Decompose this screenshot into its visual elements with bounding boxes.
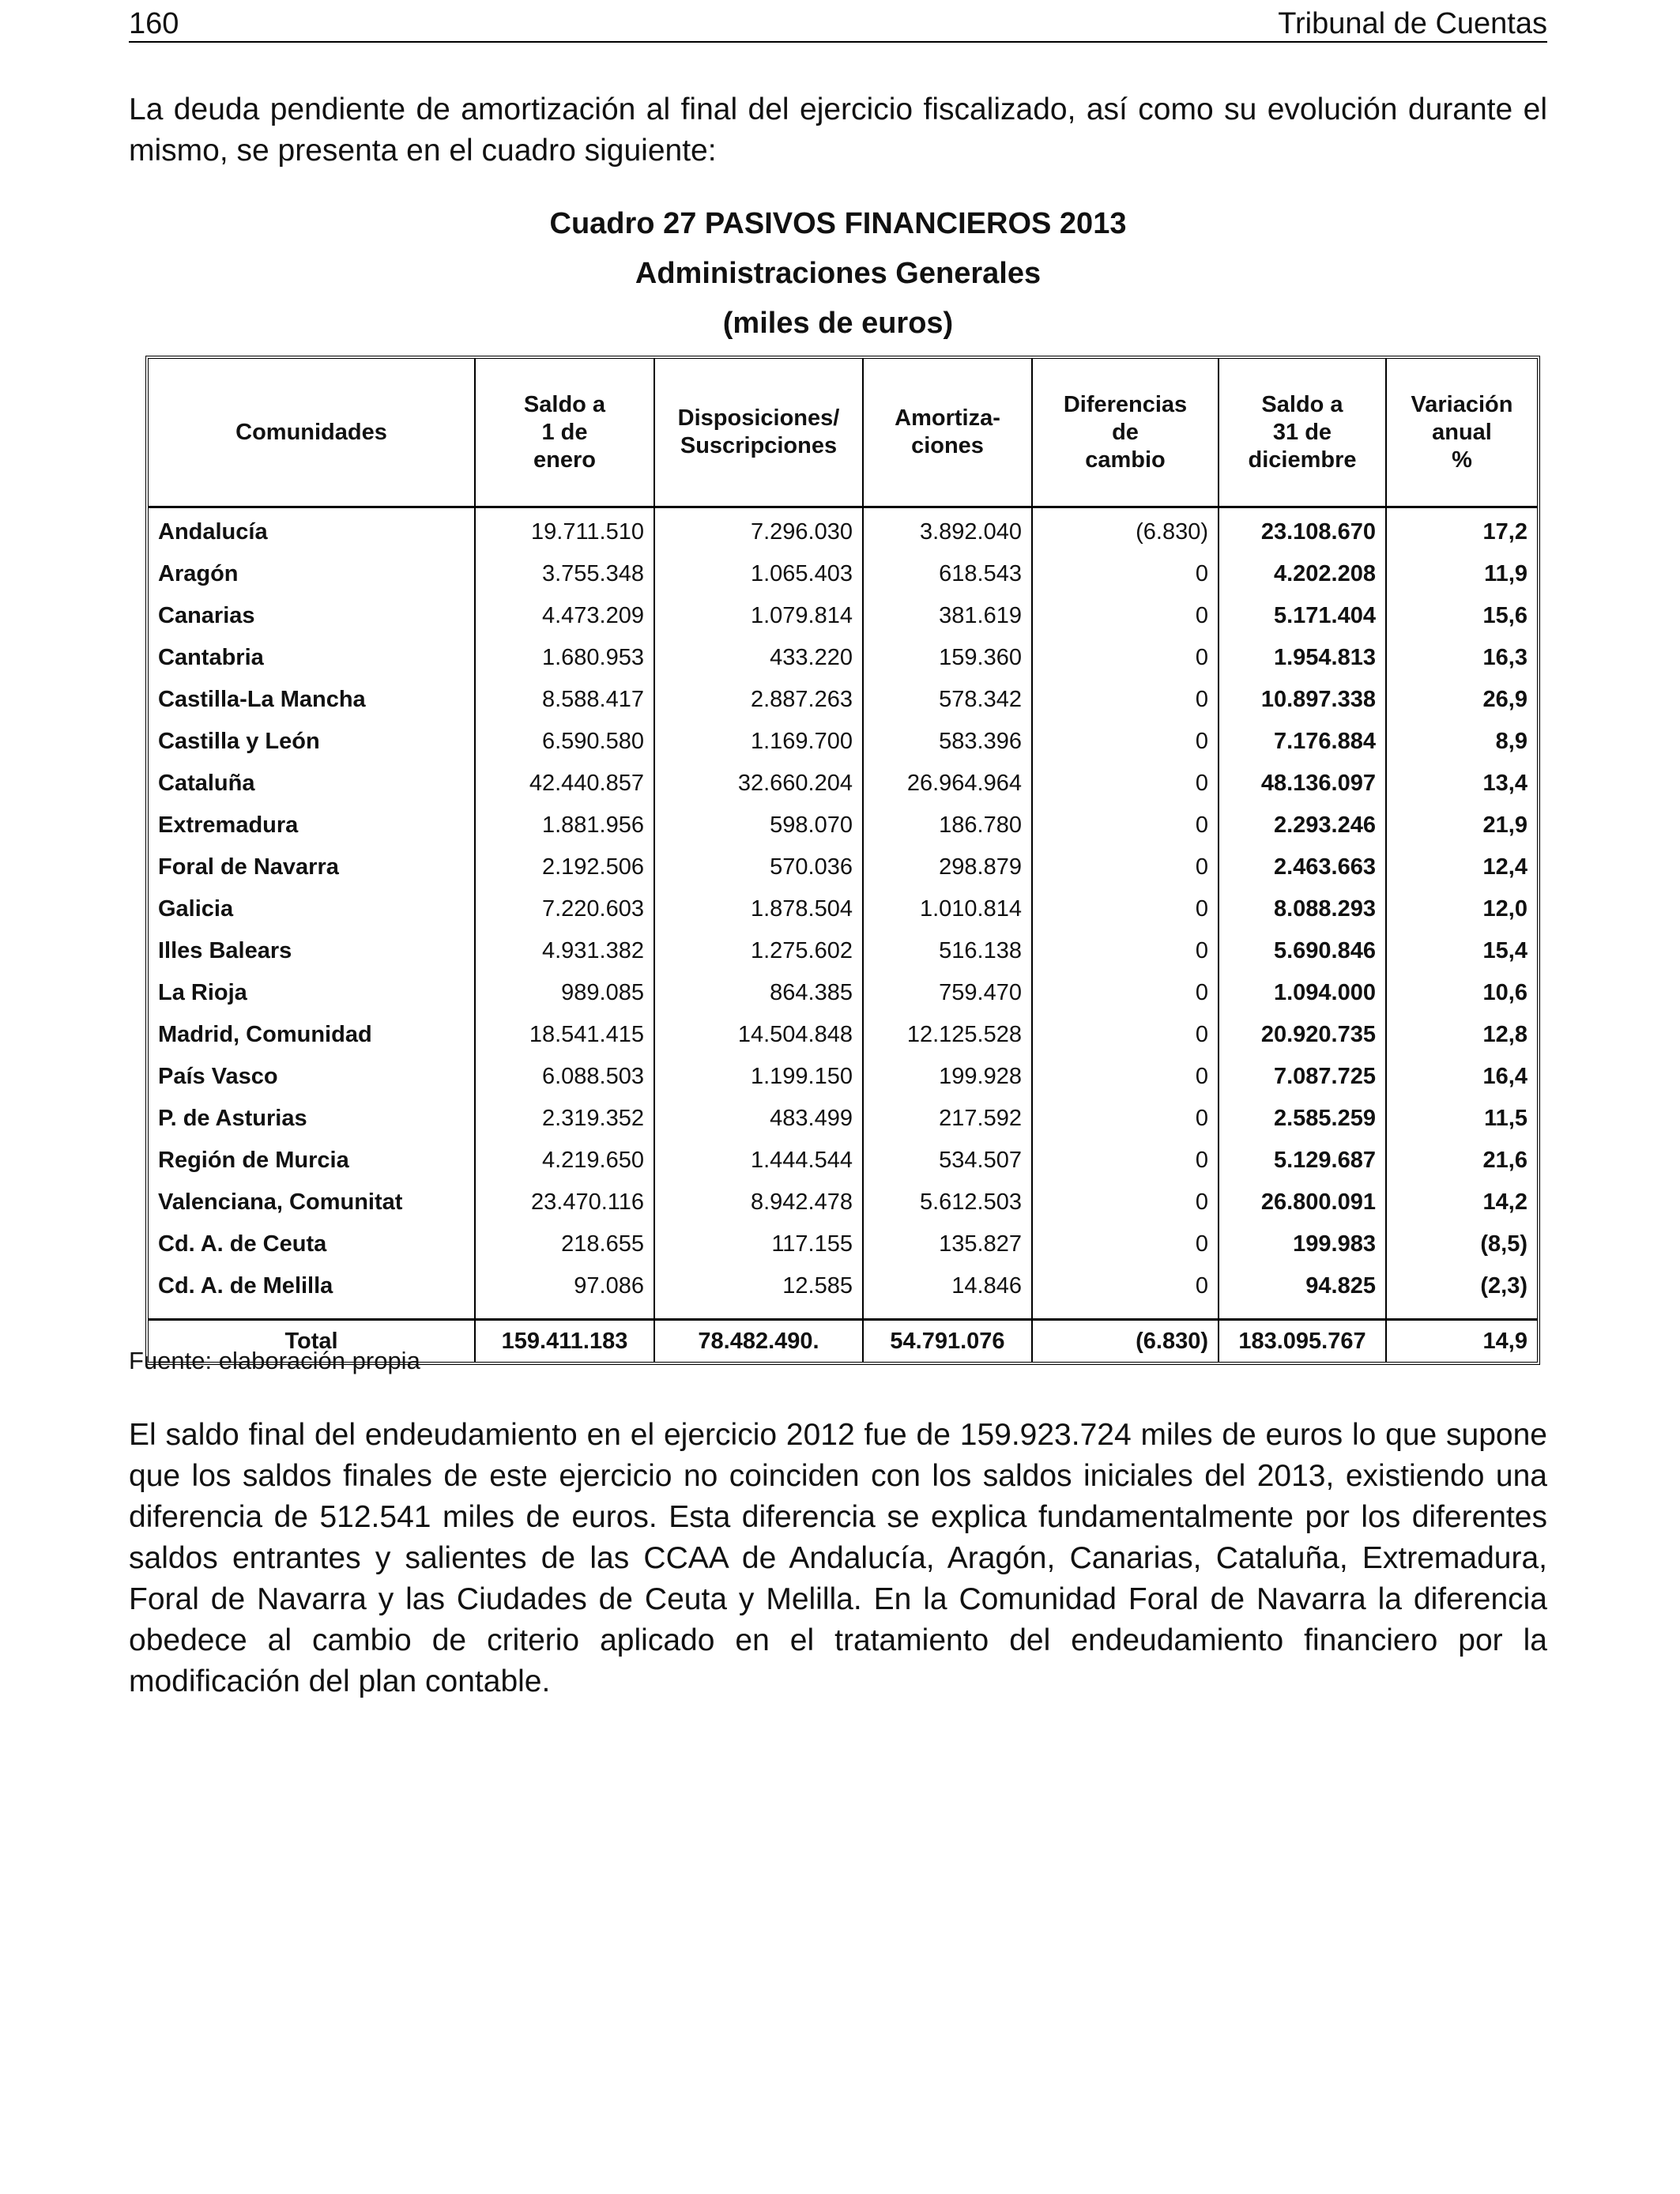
intro-paragraph: La deuda pendiente de amortización al final del ejercicio fiscalizado, así como su evolución durante el mismo, se presenta en el cuadro siguiente:: [129, 92, 1547, 168]
cell-diferencias-cambio: (6.830): [1033, 508, 1219, 553]
cell-disposiciones: 433.220: [655, 637, 864, 679]
cell-diferencias-cambio: 0: [1033, 595, 1219, 637]
cell-diferencias-cambio: 0: [1033, 721, 1219, 763]
closing-paragraph: El saldo final del endeudamiento en el ejercicio 2012 fue de 159.923.724 miles de euros lo que supone que los saldos finales de este ejercicio no coinciden con los saldos iniciales del 2013, existiendo una diferencia de 512.541 miles de euros. Esta diferencia se explica fundamentalmente por los diferentes saldos entrantes y salientes de las CCAA de Andalucía, Aragón, Canarias, Cataluña, Extremadura, Foral de Navarra y las Ciudades de Ceuta y Melilla. En la Comunidad Foral de Navarra la diferencia obedece al cambio de criterio aplicado en el tratamiento del endeudamiento financiero por la modificación del plan contable.: [129, 1418, 1547, 1698]
table-header-row: [149, 359, 1537, 508]
cell-saldo-diciembre: 1.954.813: [1219, 637, 1387, 679]
cell-disposiciones: 1.444.544: [655, 1140, 864, 1182]
header-amortizaciones: Amortiza- ciones: [864, 359, 1033, 508]
cell-saldo-enero: 2.319.352: [476, 1098, 655, 1140]
cell-disposiciones: 7.296.030: [655, 508, 864, 553]
table-title: Cuadro 27 PASIVOS FINANCIEROS 2013: [549, 207, 1127, 240]
cell-saldo-diciembre: 1.094.000: [1219, 972, 1387, 1014]
table-row: [149, 637, 1537, 679]
cell-community-name: Andalucía: [149, 508, 476, 553]
cell-community-name: Madrid, Comunidad: [149, 1014, 476, 1056]
cell-diferencias-cambio: 0: [1033, 1265, 1219, 1318]
cell-variacion-anual: 8,9: [1495, 729, 1527, 754]
cell-variacion-anual: 14,2: [1482, 1189, 1527, 1215]
total-saldo-enero: 159.411.183: [476, 1318, 655, 1362]
table-row: [149, 888, 1537, 930]
cell-community-name: Valenciana, Comunitat: [149, 1182, 476, 1223]
cell-diferencias-cambio: 0: [1033, 1098, 1219, 1140]
cell-amortizaciones: 14.846: [864, 1265, 1033, 1318]
header-saldo-diciembre: Saldo a 31 de diciembre: [1219, 359, 1387, 508]
cell-amortizaciones: 583.396: [864, 721, 1033, 763]
header-diferencias-cambio: Diferencias de cambio: [1033, 359, 1219, 508]
cell-saldo-enero: 989.085: [476, 972, 655, 1014]
cell-amortizaciones: 759.470: [864, 972, 1033, 1014]
table-row: [149, 972, 1537, 1014]
cell-saldo-enero: 4.219.650: [476, 1140, 655, 1182]
table-row: [149, 721, 1537, 763]
cell-disposiciones: 32.660.204: [655, 763, 864, 805]
cell-saldo-enero: 6.088.503: [476, 1056, 655, 1098]
cell-variacion-anual: 11,5: [1484, 1106, 1527, 1131]
cell-diferencias-cambio: 0: [1033, 637, 1219, 679]
cell-disposiciones: 1.079.814: [655, 595, 864, 637]
table-row: [149, 846, 1537, 888]
cell-disposiciones: 598.070: [655, 805, 864, 846]
cell-saldo-enero: 6.590.580: [476, 721, 655, 763]
cell-amortizaciones: 516.138: [864, 930, 1033, 972]
cell-amortizaciones: 381.619: [864, 595, 1033, 637]
table-row: [149, 763, 1537, 805]
cell-saldo-enero: 23.470.116: [476, 1182, 655, 1223]
cell-amortizaciones: 199.928: [864, 1056, 1033, 1098]
cell-community-name: Canarias: [149, 595, 476, 637]
cell-saldo-enero: 1.881.956: [476, 805, 655, 846]
cell-variacion-anual: 16,3: [1482, 645, 1527, 670]
cell-variacion-anual: 21,6: [1482, 1148, 1527, 1173]
table-body: [149, 508, 1537, 1318]
cell-saldo-diciembre: 20.920.735: [1219, 1014, 1387, 1056]
cell-saldo-diciembre: 199.983: [1219, 1223, 1387, 1265]
table-row: [149, 1265, 1537, 1318]
page-header: [129, 6, 1547, 43]
cell-saldo-enero: 218.655: [476, 1223, 655, 1265]
cell-variacion-anual: 16,4: [1482, 1064, 1527, 1089]
cell-diferencias-cambio: 0: [1033, 1056, 1219, 1098]
cell-disposiciones: 864.385: [655, 972, 864, 1014]
cell-diferencias-cambio: 0: [1033, 805, 1219, 846]
table-subtitle: Administraciones Generales: [635, 257, 1042, 290]
cell-community-name: Cd. A. de Melilla: [149, 1265, 476, 1318]
cell-saldo-enero: 1.680.953: [476, 637, 655, 679]
cell-variacion-anual: (2,3): [1480, 1273, 1527, 1299]
cell-disposiciones: 2.887.263: [655, 679, 864, 721]
table-row: [149, 930, 1537, 972]
cell-variacion-anual: 12,8: [1482, 1022, 1527, 1047]
cell-diferencias-cambio: 0: [1033, 1140, 1219, 1182]
cell-amortizaciones: 618.543: [864, 553, 1033, 595]
cell-amortizaciones: 135.827: [864, 1223, 1033, 1265]
table-row: [149, 1056, 1537, 1098]
cell-amortizaciones: 298.879: [864, 846, 1033, 888]
cell-saldo-diciembre: 7.087.725: [1219, 1056, 1387, 1098]
cell-variacion-anual: (8,5): [1480, 1231, 1527, 1257]
table-row: [149, 1140, 1537, 1182]
cell-community-name: Castilla-La Mancha: [149, 679, 476, 721]
cell-diferencias-cambio: 0: [1033, 1223, 1219, 1265]
cell-diferencias-cambio: 0: [1033, 763, 1219, 805]
cell-saldo-diciembre: 23.108.670: [1219, 508, 1387, 553]
cell-community-name: Cantabria: [149, 637, 476, 679]
total-disposiciones: 78.482.490.: [655, 1318, 864, 1362]
cell-amortizaciones: 1.010.814: [864, 888, 1033, 930]
cell-saldo-enero: 42.440.857: [476, 763, 655, 805]
table-source-note: Fuente: elaboración propia: [129, 1347, 420, 1374]
cell-saldo-enero: 3.755.348: [476, 553, 655, 595]
cell-community-name: La Rioja: [149, 972, 476, 1014]
cell-saldo-diciembre: 4.202.208: [1219, 553, 1387, 595]
cell-community-name: Región de Murcia: [149, 1140, 476, 1182]
header-disposiciones: Disposiciones/ Suscripciones: [655, 359, 864, 508]
cell-disposiciones: 12.585: [655, 1265, 864, 1318]
table-row: [149, 595, 1537, 637]
total-amortizaciones: 54.791.076: [864, 1318, 1033, 1362]
total-diferencias-cambio: (6.830): [1033, 1318, 1219, 1362]
cell-variacion-anual: 12,4: [1482, 854, 1527, 880]
cell-disposiciones: 1.169.700: [655, 721, 864, 763]
cell-diferencias-cambio: 0: [1033, 679, 1219, 721]
cell-disposiciones: 1.199.150: [655, 1056, 864, 1098]
cell-community-name: Castilla y León: [149, 721, 476, 763]
cell-saldo-enero: 18.541.415: [476, 1014, 655, 1056]
cell-variacion-anual: 15,6: [1482, 603, 1527, 628]
cell-diferencias-cambio: 0: [1033, 1014, 1219, 1056]
table-units: (miles de euros): [722, 307, 954, 340]
cell-variacion-anual: 12,0: [1482, 896, 1527, 922]
cell-amortizaciones: 186.780: [864, 805, 1033, 846]
cell-saldo-enero: 4.931.382: [476, 930, 655, 972]
cell-saldo-diciembre: 8.088.293: [1219, 888, 1387, 930]
cell-variacion-anual: 15,4: [1482, 938, 1527, 963]
cell-saldo-enero: 19.711.510: [476, 508, 655, 553]
cell-saldo-diciembre: 2.293.246: [1219, 805, 1387, 846]
cell-community-name: Aragón: [149, 553, 476, 595]
cell-saldo-diciembre: 5.690.846: [1219, 930, 1387, 972]
table-title-block: [129, 199, 1547, 349]
table-row: [149, 805, 1537, 846]
table-row: [149, 1098, 1537, 1140]
cell-saldo-diciembre: 5.171.404: [1219, 595, 1387, 637]
cell-diferencias-cambio: 0: [1033, 1182, 1219, 1223]
table-row: [149, 1182, 1537, 1223]
cell-disposiciones: 1.275.602: [655, 930, 864, 972]
debt-table-wrapper: [145, 356, 1534, 1365]
table-row: [149, 1014, 1537, 1056]
cell-saldo-enero: 7.220.603: [476, 888, 655, 930]
cell-variacion-anual: 17,2: [1482, 519, 1527, 545]
cell-community-name: Cd. A. de Ceuta: [149, 1223, 476, 1265]
table-row: [149, 508, 1537, 553]
cell-diferencias-cambio: 0: [1033, 972, 1219, 1014]
cell-diferencias-cambio: 0: [1033, 888, 1219, 930]
table-row: [149, 679, 1537, 721]
cell-saldo-diciembre: 2.463.663: [1219, 846, 1387, 888]
cell-disposiciones: 8.942.478: [655, 1182, 864, 1223]
cell-amortizaciones: 12.125.528: [864, 1014, 1033, 1056]
total-label: Total: [149, 1318, 476, 1362]
cell-diferencias-cambio: 0: [1033, 846, 1219, 888]
cell-saldo-enero: 2.192.506: [476, 846, 655, 888]
cell-disposiciones: 14.504.848: [655, 1014, 864, 1056]
cell-community-name: P. de Asturias: [149, 1098, 476, 1140]
total-saldo-diciembre: 183.095.767: [1219, 1318, 1387, 1362]
cell-disposiciones: 1.878.504: [655, 888, 864, 930]
cell-diferencias-cambio: 0: [1033, 553, 1219, 595]
cell-amortizaciones: 159.360: [864, 637, 1033, 679]
cell-saldo-diciembre: 5.129.687: [1219, 1140, 1387, 1182]
cell-saldo-diciembre: 7.176.884: [1219, 721, 1387, 763]
cell-community-name: Cataluña: [149, 763, 476, 805]
cell-variacion-anual: 13,4: [1482, 771, 1527, 796]
cell-community-name: Foral de Navarra: [149, 846, 476, 888]
cell-disposiciones: 1.065.403: [655, 553, 864, 595]
cell-saldo-diciembre: 2.585.259: [1219, 1098, 1387, 1140]
cell-variacion-anual: 10,6: [1482, 980, 1527, 1005]
cell-amortizaciones: 534.507: [864, 1140, 1033, 1182]
cell-community-name: Galicia: [149, 888, 476, 930]
cell-variacion-anual: 11,9: [1484, 561, 1527, 586]
table-row: [149, 553, 1537, 595]
debt-table: [145, 356, 1540, 1365]
cell-amortizaciones: 5.612.503: [864, 1182, 1033, 1223]
cell-saldo-enero: 8.588.417: [476, 679, 655, 721]
header-variacion-anual: Variación anual %: [1387, 359, 1537, 508]
cell-amortizaciones: 26.964.964: [864, 763, 1033, 805]
cell-amortizaciones: 3.892.040: [864, 508, 1033, 553]
cell-disposiciones: 483.499: [655, 1098, 864, 1140]
cell-diferencias-cambio: 0: [1033, 930, 1219, 972]
page-number: 160: [129, 7, 179, 40]
cell-saldo-diciembre: 48.136.097: [1219, 763, 1387, 805]
cell-amortizaciones: 217.592: [864, 1098, 1033, 1140]
table-row: [149, 1223, 1537, 1265]
cell-variacion-anual: 21,9: [1482, 812, 1527, 838]
total-variacion-anual: 14,9: [1387, 1318, 1537, 1362]
cell-disposiciones: 570.036: [655, 846, 864, 888]
institution-name: Tribunal de Cuentas: [1278, 7, 1547, 40]
cell-saldo-diciembre: 10.897.338: [1219, 679, 1387, 721]
cell-disposiciones: 117.155: [655, 1223, 864, 1265]
cell-community-name: País Vasco: [149, 1056, 476, 1098]
header-saldo-enero: Saldo a 1 de enero: [476, 359, 655, 508]
cell-variacion-anual: 26,9: [1482, 687, 1527, 712]
header-comunidades: Comunidades: [149, 359, 476, 508]
cell-saldo-enero: 97.086: [476, 1265, 655, 1318]
cell-amortizaciones: 578.342: [864, 679, 1033, 721]
cell-community-name: Illes Balears: [149, 930, 476, 972]
cell-community-name: Extremadura: [149, 805, 476, 846]
cell-saldo-enero: 4.473.209: [476, 595, 655, 637]
cell-saldo-diciembre: 26.800.091: [1219, 1182, 1387, 1223]
cell-saldo-diciembre: 94.825: [1219, 1265, 1387, 1318]
